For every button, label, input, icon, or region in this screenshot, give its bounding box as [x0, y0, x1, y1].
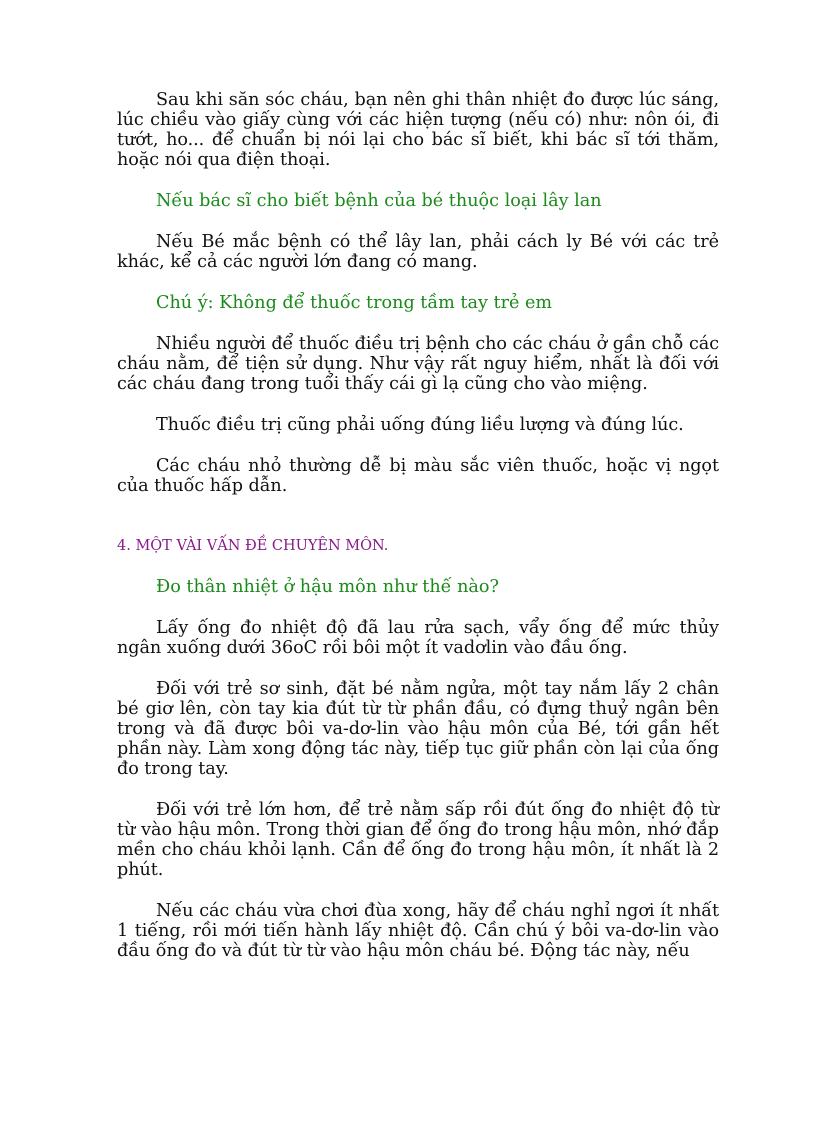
section-heading: 4. MỘT VÀI VẤN ĐỀ CHUYÊN MÔN. [117, 538, 389, 554]
paragraph-record-temperature: Sau khi săn sóc cháu, bạn nên ghi thân nhiệt đo được lúc sáng, lúc chiều vào giấy cùng với các hiện tượng (nếu có) như: nôn ói, đi tướt, ho... để chuẩn bị nói lại cho bác sĩ biết, khi bác sĩ tới thăm, hoặc nói qua điện thoại. [117, 90, 719, 170]
paragraph-dosage: Thuốc điều trị cũng phải uống đúng liều lượng và đúng lúc. [156, 415, 684, 435]
paragraph-medicine-danger: Nhiều người để thuốc điều trị bệnh cho các cháu ở gần chỗ các cháu nằm, để tiện sử dụng. Như vậy rất nguy hiểm, nhất là đối với các cháu đang trong tuổi thấy cái gì lạ cũng cho vào miệng. [117, 334, 719, 394]
paragraph-newborn: Đối với trẻ sơ sinh, đặt bé nằm ngửa, một tay nắm lấy 2 chân bé giơ lên, còn tay kia đút từ từ phần đầu, có đựng thuỷ ngân bên trong và đã được bôi va-dơ-lin vào hậu môn của Bé, tới gần hết phần này. Làm xong động tác này, tiếp tục giữ phần còn lại của ống đo trong tay. [117, 679, 719, 779]
paragraph-older-child: Đối với trẻ lớn hơn, để trẻ nằm sấp rồi đút ống đo nhiệt độ từ từ vào hậu môn. Trong thời gian để ống đo trong hậu môn, nhớ đắp mền cho cháu khỏi lạnh. Cần để ống đo trong hậu môn, ít nhất là 2 phút. [117, 800, 719, 880]
paragraph-prepare-thermometer: Lấy ống đo nhiệt độ đã lau rửa sạch, vẩy ống để mức thủy ngân xuống dưới 36oC rồi bôi một ít vadơlin vào đầu ống. [117, 618, 719, 658]
paragraph-after-play: Nếu các cháu vừa chơi đùa xong, hãy để cháu nghỉ ngơi ít nhất 1 tiếng, rồi mới tiến hành lấy nhiệt độ. Cần chú ý bôi va-dơ-lin vào đầu ống đo và đút từ từ vào hậu môn cháu bé. Động tác này, nếu [117, 901, 719, 961]
subheading-rectal-temperature: Đo thân nhiệt ở hậu môn như thế nào? [156, 577, 499, 597]
document-page [117, 90, 719, 982]
subheading-contagious: Nếu bác sĩ cho biết bệnh của bé thuộc loại lây lan [156, 191, 602, 211]
paragraph-isolation: Nếu Bé mắc bệnh có thể lây lan, phải cách ly Bé với các trẻ khác, kể cả các người lớn đang có mang. [117, 232, 719, 272]
subheading-medicine-warning: Chú ý: Không để thuốc trong tầm tay trẻ em [156, 293, 553, 313]
paragraph-attraction: Các cháu nhỏ thường dễ bị màu sắc viên thuốc, hoặc vị ngọt của thuốc hấp dẫn. [117, 456, 719, 496]
